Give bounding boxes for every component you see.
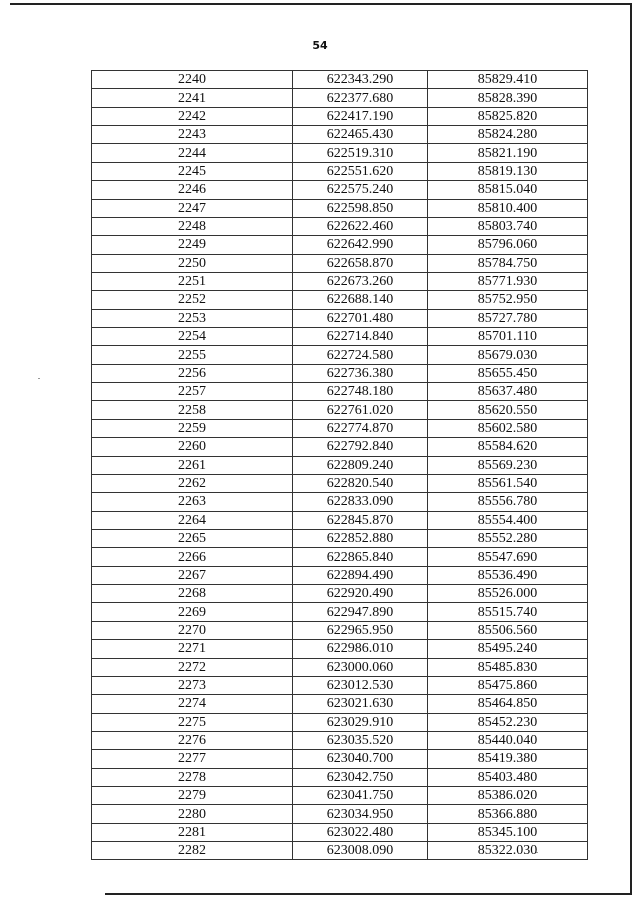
y-coordinate-cell: 85602.580	[428, 419, 588, 437]
y-coordinate-cell: 85620.550	[428, 401, 588, 419]
point-number-cell: 2274	[92, 695, 293, 713]
x-coordinate-cell: 622701.480	[293, 309, 428, 327]
y-coordinate-cell: 85345.100	[428, 823, 588, 841]
point-number-cell: 2269	[92, 603, 293, 621]
point-number-cell: 2254	[92, 328, 293, 346]
x-coordinate-cell: 622658.870	[293, 254, 428, 272]
x-coordinate-cell: 622748.180	[293, 383, 428, 401]
table-row	[92, 713, 588, 731]
page-number: 54	[312, 39, 328, 52]
y-coordinate-cell: 85322.030	[428, 842, 588, 860]
table-row	[92, 676, 588, 694]
y-coordinate-cell: 85727.780	[428, 309, 588, 327]
y-coordinate-cell: 85796.060	[428, 236, 588, 254]
point-number-cell: 2263	[92, 493, 293, 511]
y-coordinate-cell: 85810.400	[428, 199, 588, 217]
point-number-cell: 2240	[92, 71, 293, 89]
y-coordinate-cell: 85485.830	[428, 658, 588, 676]
point-number-cell: 2241	[92, 89, 293, 107]
table-row	[92, 144, 588, 162]
x-coordinate-cell: 623041.750	[293, 787, 428, 805]
y-coordinate-cell: 85452.230	[428, 713, 588, 731]
point-number-cell: 2278	[92, 768, 293, 786]
point-number-cell: 2259	[92, 419, 293, 437]
point-number-cell: 2246	[92, 181, 293, 199]
table-row	[92, 529, 588, 547]
scan-speck	[38, 378, 40, 379]
y-coordinate-cell: 85515.740	[428, 603, 588, 621]
table-row	[92, 731, 588, 749]
table-row	[92, 438, 588, 456]
point-number-cell: 2264	[92, 511, 293, 529]
point-number-cell: 2258	[92, 401, 293, 419]
x-coordinate-cell: 623022.480	[293, 823, 428, 841]
point-number-cell: 2255	[92, 346, 293, 364]
x-coordinate-cell: 623021.630	[293, 695, 428, 713]
y-coordinate-cell: 85552.280	[428, 529, 588, 547]
page-frame-right-border	[630, 3, 632, 895]
point-number-cell: 2250	[92, 254, 293, 272]
x-coordinate-cell: 622820.540	[293, 474, 428, 492]
x-coordinate-cell: 622986.010	[293, 640, 428, 658]
x-coordinate-cell: 622673.260	[293, 272, 428, 290]
table-row	[92, 585, 588, 603]
x-coordinate-cell: 622575.240	[293, 181, 428, 199]
point-number-cell: 2273	[92, 676, 293, 694]
table-row	[92, 126, 588, 144]
x-coordinate-cell: 622598.850	[293, 199, 428, 217]
y-coordinate-cell: 85825.820	[428, 107, 588, 125]
point-number-cell: 2260	[92, 438, 293, 456]
x-coordinate-cell: 623012.530	[293, 676, 428, 694]
x-coordinate-cell: 622465.430	[293, 126, 428, 144]
y-coordinate-cell: 85440.040	[428, 731, 588, 749]
y-coordinate-cell: 85464.850	[428, 695, 588, 713]
point-number-cell: 2270	[92, 621, 293, 639]
x-coordinate-cell: 622845.870	[293, 511, 428, 529]
table-row	[92, 456, 588, 474]
point-number-cell: 2267	[92, 566, 293, 584]
table-row	[92, 566, 588, 584]
table-row	[92, 107, 588, 125]
x-coordinate-cell: 622865.840	[293, 548, 428, 566]
y-coordinate-cell: 85771.930	[428, 272, 588, 290]
table-row	[92, 511, 588, 529]
table-row	[92, 254, 588, 272]
table-row	[92, 309, 588, 327]
point-number-cell: 2282	[92, 842, 293, 860]
coordinates-table-body	[92, 71, 588, 860]
x-coordinate-cell: 622965.950	[293, 621, 428, 639]
table-row	[92, 236, 588, 254]
point-number-cell: 2245	[92, 162, 293, 180]
y-coordinate-cell: 85637.480	[428, 383, 588, 401]
x-coordinate-cell: 623034.950	[293, 805, 428, 823]
table-row	[92, 364, 588, 382]
y-coordinate-cell: 85386.020	[428, 787, 588, 805]
table-row	[92, 217, 588, 235]
y-coordinate-cell: 85829.410	[428, 71, 588, 89]
point-number-cell: 2275	[92, 713, 293, 731]
point-number-cell: 2242	[92, 107, 293, 125]
table-row	[92, 419, 588, 437]
x-coordinate-cell: 622792.840	[293, 438, 428, 456]
y-coordinate-cell: 85819.130	[428, 162, 588, 180]
y-coordinate-cell: 85752.950	[428, 291, 588, 309]
table-row	[92, 474, 588, 492]
x-coordinate-cell: 623040.700	[293, 750, 428, 768]
point-number-cell: 2253	[92, 309, 293, 327]
point-number-cell: 2281	[92, 823, 293, 841]
coordinates-table	[91, 70, 588, 860]
y-coordinate-cell: 85784.750	[428, 254, 588, 272]
x-coordinate-cell: 622894.490	[293, 566, 428, 584]
x-coordinate-cell: 622551.620	[293, 162, 428, 180]
table-row	[92, 695, 588, 713]
table-row	[92, 89, 588, 107]
y-coordinate-cell: 85366.880	[428, 805, 588, 823]
point-number-cell: 2279	[92, 787, 293, 805]
x-coordinate-cell: 623042.750	[293, 768, 428, 786]
y-coordinate-cell: 85679.030	[428, 346, 588, 364]
table-row	[92, 291, 588, 309]
point-number-cell: 2257	[92, 383, 293, 401]
x-coordinate-cell: 622774.870	[293, 419, 428, 437]
table-row	[92, 603, 588, 621]
y-coordinate-cell: 85828.390	[428, 89, 588, 107]
point-number-cell: 2266	[92, 548, 293, 566]
table-row	[92, 768, 588, 786]
point-number-cell: 2271	[92, 640, 293, 658]
table-row	[92, 71, 588, 89]
x-coordinate-cell: 622920.490	[293, 585, 428, 603]
x-coordinate-cell: 622947.890	[293, 603, 428, 621]
point-number-cell: 2244	[92, 144, 293, 162]
y-coordinate-cell: 85526.000	[428, 585, 588, 603]
y-coordinate-cell: 85815.040	[428, 181, 588, 199]
table-row	[92, 383, 588, 401]
y-coordinate-cell: 85561.540	[428, 474, 588, 492]
x-coordinate-cell: 622688.140	[293, 291, 428, 309]
x-coordinate-cell: 622761.020	[293, 401, 428, 419]
x-coordinate-cell: 622833.090	[293, 493, 428, 511]
table-row	[92, 787, 588, 805]
x-coordinate-cell: 623035.520	[293, 731, 428, 749]
y-coordinate-cell: 85803.740	[428, 217, 588, 235]
point-number-cell: 2251	[92, 272, 293, 290]
table-row	[92, 805, 588, 823]
table-row	[92, 181, 588, 199]
point-number-cell: 2243	[92, 126, 293, 144]
y-coordinate-cell: 85655.450	[428, 364, 588, 382]
table-row	[92, 272, 588, 290]
x-coordinate-cell: 622852.880	[293, 529, 428, 547]
x-coordinate-cell: 622724.580	[293, 346, 428, 364]
point-number-cell: 2247	[92, 199, 293, 217]
point-number-cell: 2265	[92, 529, 293, 547]
point-number-cell: 2261	[92, 456, 293, 474]
x-coordinate-cell: 623000.060	[293, 658, 428, 676]
y-coordinate-cell: 85547.690	[428, 548, 588, 566]
x-coordinate-cell: 622809.240	[293, 456, 428, 474]
table-row	[92, 346, 588, 364]
y-coordinate-cell: 85475.860	[428, 676, 588, 694]
point-number-cell: 2276	[92, 731, 293, 749]
y-coordinate-cell: 85554.400	[428, 511, 588, 529]
y-coordinate-cell: 85536.490	[428, 566, 588, 584]
x-coordinate-cell: 622343.290	[293, 71, 428, 89]
x-coordinate-cell: 623029.910	[293, 713, 428, 731]
table-row	[92, 658, 588, 676]
table-row	[92, 328, 588, 346]
point-number-cell: 2277	[92, 750, 293, 768]
point-number-cell: 2280	[92, 805, 293, 823]
table-row	[92, 493, 588, 511]
y-coordinate-cell: 85701.110	[428, 328, 588, 346]
y-coordinate-cell: 85419.380	[428, 750, 588, 768]
point-number-cell: 2256	[92, 364, 293, 382]
x-coordinate-cell: 622642.990	[293, 236, 428, 254]
y-coordinate-cell: 85569.230	[428, 456, 588, 474]
x-coordinate-cell: 622622.460	[293, 217, 428, 235]
y-coordinate-cell: 85403.480	[428, 768, 588, 786]
table-row	[92, 162, 588, 180]
table-row	[92, 842, 588, 860]
table-row	[92, 199, 588, 217]
y-coordinate-cell: 85821.190	[428, 144, 588, 162]
y-coordinate-cell: 85824.280	[428, 126, 588, 144]
point-number-cell: 2272	[92, 658, 293, 676]
page-frame-top-border	[10, 3, 632, 5]
x-coordinate-cell: 622417.190	[293, 107, 428, 125]
table-row	[92, 640, 588, 658]
y-coordinate-cell: 85556.780	[428, 493, 588, 511]
y-coordinate-cell: 85584.620	[428, 438, 588, 456]
x-coordinate-cell: 623008.090	[293, 842, 428, 860]
table-row	[92, 823, 588, 841]
table-row	[92, 548, 588, 566]
y-coordinate-cell: 85495.240	[428, 640, 588, 658]
x-coordinate-cell: 622519.310	[293, 144, 428, 162]
x-coordinate-cell: 622377.680	[293, 89, 428, 107]
table-row	[92, 750, 588, 768]
x-coordinate-cell: 622714.840	[293, 328, 428, 346]
point-number-cell: 2249	[92, 236, 293, 254]
x-coordinate-cell: 622736.380	[293, 364, 428, 382]
table-row	[92, 401, 588, 419]
point-number-cell: 2268	[92, 585, 293, 603]
page-frame-bottom-border	[105, 893, 632, 895]
point-number-cell: 2252	[92, 291, 293, 309]
y-coordinate-cell: 85506.560	[428, 621, 588, 639]
point-number-cell: 2262	[92, 474, 293, 492]
table-row	[92, 621, 588, 639]
point-number-cell: 2248	[92, 217, 293, 235]
